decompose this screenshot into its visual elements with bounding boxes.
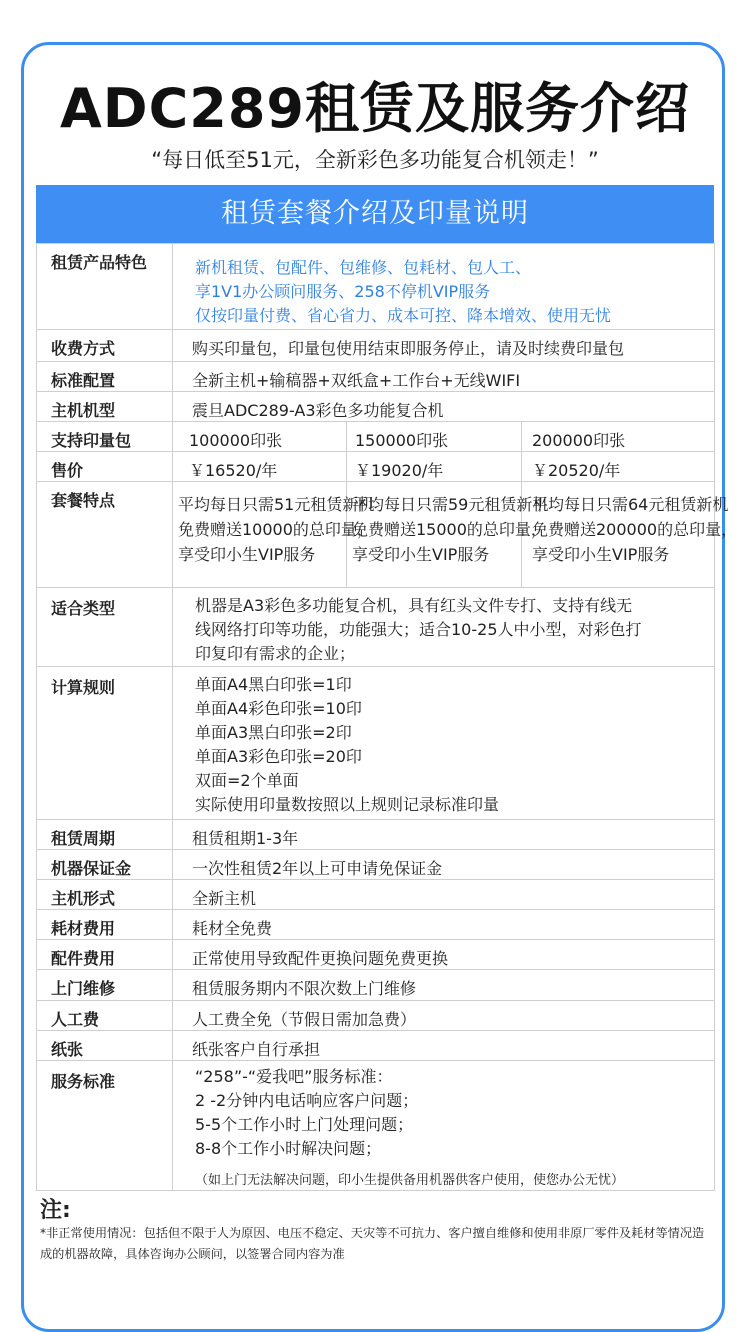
service-line: 5-5个工作小时上门处理问题； [195, 1115, 414, 1134]
package-cell: 200000印张 [522, 422, 715, 452]
table-row [37, 482, 715, 588]
model-value: 震旦ADC289-A3彩色多功能复合机 [173, 392, 715, 422]
package-feature-line: 享受印小生VIP服务 [532, 545, 670, 564]
row-label: 适合类型 [37, 588, 173, 667]
row-label: 套餐特点 [37, 482, 173, 588]
row-label: 主机机型 [37, 392, 173, 422]
billing-value: 购买印量包，印量包使用结束即服务停止，请及时续费印量包 [173, 330, 715, 362]
deposit-value: 一次性租赁2年以上可申请免保证金 [173, 850, 715, 880]
labor-value: 人工费全免（节假日需加急费） [173, 1001, 715, 1031]
table-row [37, 1031, 715, 1061]
row-label: 租赁产品特色 [37, 244, 173, 330]
package-feature-cell [522, 482, 738, 588]
table-row [37, 392, 715, 422]
onsite-value: 租赁服务期内不限次数上门维修 [173, 970, 715, 1001]
page-title: ADC289租赁及服务介绍 [60, 77, 690, 140]
table-row [37, 667, 715, 820]
calc-line: 双面=2个单面 [195, 771, 299, 790]
package-feature-line: 平均每日只需64元租赁新机 [532, 495, 729, 514]
parts-value: 正常使用导致配件更换问题免费更换 [173, 940, 715, 970]
table-row [37, 940, 715, 970]
table-row [37, 362, 715, 392]
features-value [173, 244, 715, 330]
table-row [37, 1061, 715, 1191]
features-line: 享1V1办公顾问服务、258不停机VIP服务 [195, 282, 491, 301]
service-line: “258”-“爱我吧”服务标准： [195, 1067, 393, 1086]
section-banner: 租赁套餐介绍及印量说明 [36, 185, 714, 243]
period-value: 租赁租期1-3年 [173, 820, 715, 850]
price-cell: ￥20520/年 [522, 452, 715, 482]
row-label: 主机形式 [37, 880, 173, 910]
features-line: 新机租赁、包配件、包维修、包耗材、包人工、 [195, 258, 532, 277]
config-value: 全新主机+输稿器+双纸盒+工作台+无线WIFI [173, 362, 715, 392]
host-form-value: 全新主机 [173, 880, 715, 910]
suitable-line: 机器是A3彩色多功能复合机，具有红头文件专打、支持有线无 [195, 596, 633, 615]
row-label: 租赁周期 [37, 820, 173, 850]
table-row [37, 244, 715, 330]
calc-line: 单面A3黑白印张=2印 [195, 723, 352, 742]
calc-line: 单面A4黑白印张=1印 [195, 675, 352, 694]
suitable-value [173, 588, 715, 667]
price-cell: ￥19020/年 [347, 452, 522, 482]
features-line: 仅按印量付费、省心省力、成本可控、降本增效、使用无忧 [195, 306, 612, 325]
package-feature-line: 免费赠送15000的总印量， [352, 520, 547, 539]
note-title: 注: [40, 1198, 71, 1223]
table-row [37, 820, 715, 850]
package-feature-cell [347, 482, 549, 588]
row-label: 纸张 [37, 1031, 173, 1061]
service-line: 2 -2分钟内电话响应客户问题； [195, 1091, 419, 1110]
package-feature-line: 享受印小生VIP服务 [352, 545, 490, 564]
calc-value [173, 667, 715, 820]
package-feature-cell [173, 482, 375, 588]
package-feature-line: 免费赠送10000的总印量， [178, 520, 373, 539]
row-label: 计算规则 [37, 667, 173, 820]
table-row [37, 910, 715, 940]
suitable-line: 印复印有需求的企业； [195, 644, 356, 663]
package-feature-line: 免费赠送200000的总印量， [532, 520, 738, 539]
table-row [37, 850, 715, 880]
suitable-line: 线网络打印等功能，功能强大；适合10-25人中小型，对彩色打 [195, 620, 642, 639]
page-subtitle: “每日低至51元，全新彩色多功能复合机领走！” [151, 148, 599, 172]
service-value [173, 1061, 715, 1191]
row-label: 耗材费用 [37, 910, 173, 940]
row-label: 机器保证金 [37, 850, 173, 880]
package-feature-line: 平均每日只需51元租赁新机 [178, 495, 375, 514]
table-row [37, 422, 715, 452]
row-label: 标准配置 [37, 362, 173, 392]
row-label: 配件费用 [37, 940, 173, 970]
rental-spec-table [36, 243, 738, 1191]
row-label: 支持印量包 [37, 422, 173, 452]
row-label: 售价 [37, 452, 173, 482]
row-label: 服务标准 [37, 1061, 173, 1191]
note-text: *非正常使用情况：包括但不限于人为原因、电压不稳定、天灾等不可抗力、客户擅自维修和使用非原厂零件及耗材等情况造成的机器故障，具体咨询办公顾问，以签署合同内容为准 [40, 1226, 705, 1261]
calc-line: 单面A4彩色印张=10印 [195, 699, 362, 718]
table-row [37, 1001, 715, 1031]
consumables-value: 耗材全免费 [173, 910, 715, 940]
package-cell: 150000印张 [347, 422, 522, 452]
calc-line: 实际使用印量数按照以上规则记录标准印量 [195, 795, 500, 814]
table-row [37, 452, 715, 482]
package-feature-line: 平均每日只需59元租赁新机 [352, 495, 549, 514]
package-feature-line: 享受印小生VIP服务 [178, 545, 316, 564]
package-cell: 100000印张 [173, 422, 347, 452]
calc-line: 单面A3彩色印张=20印 [195, 747, 362, 766]
row-label: 收费方式 [37, 330, 173, 362]
paper-value: 纸张客户自行承担 [173, 1031, 715, 1061]
row-label: 上门维修 [37, 970, 173, 1001]
table-row [37, 970, 715, 1001]
service-line: 8-8个工作小时解决问题； [195, 1139, 382, 1158]
service-footnote: （如上门无法解决问题，印小生提供备用机器供客户使用，使您办公无忧） [195, 1173, 625, 1188]
table-row [37, 588, 715, 667]
table-row [37, 880, 715, 910]
table-row [37, 330, 715, 362]
row-label: 人工费 [37, 1001, 173, 1031]
price-cell: ￥16520/年 [173, 452, 347, 482]
